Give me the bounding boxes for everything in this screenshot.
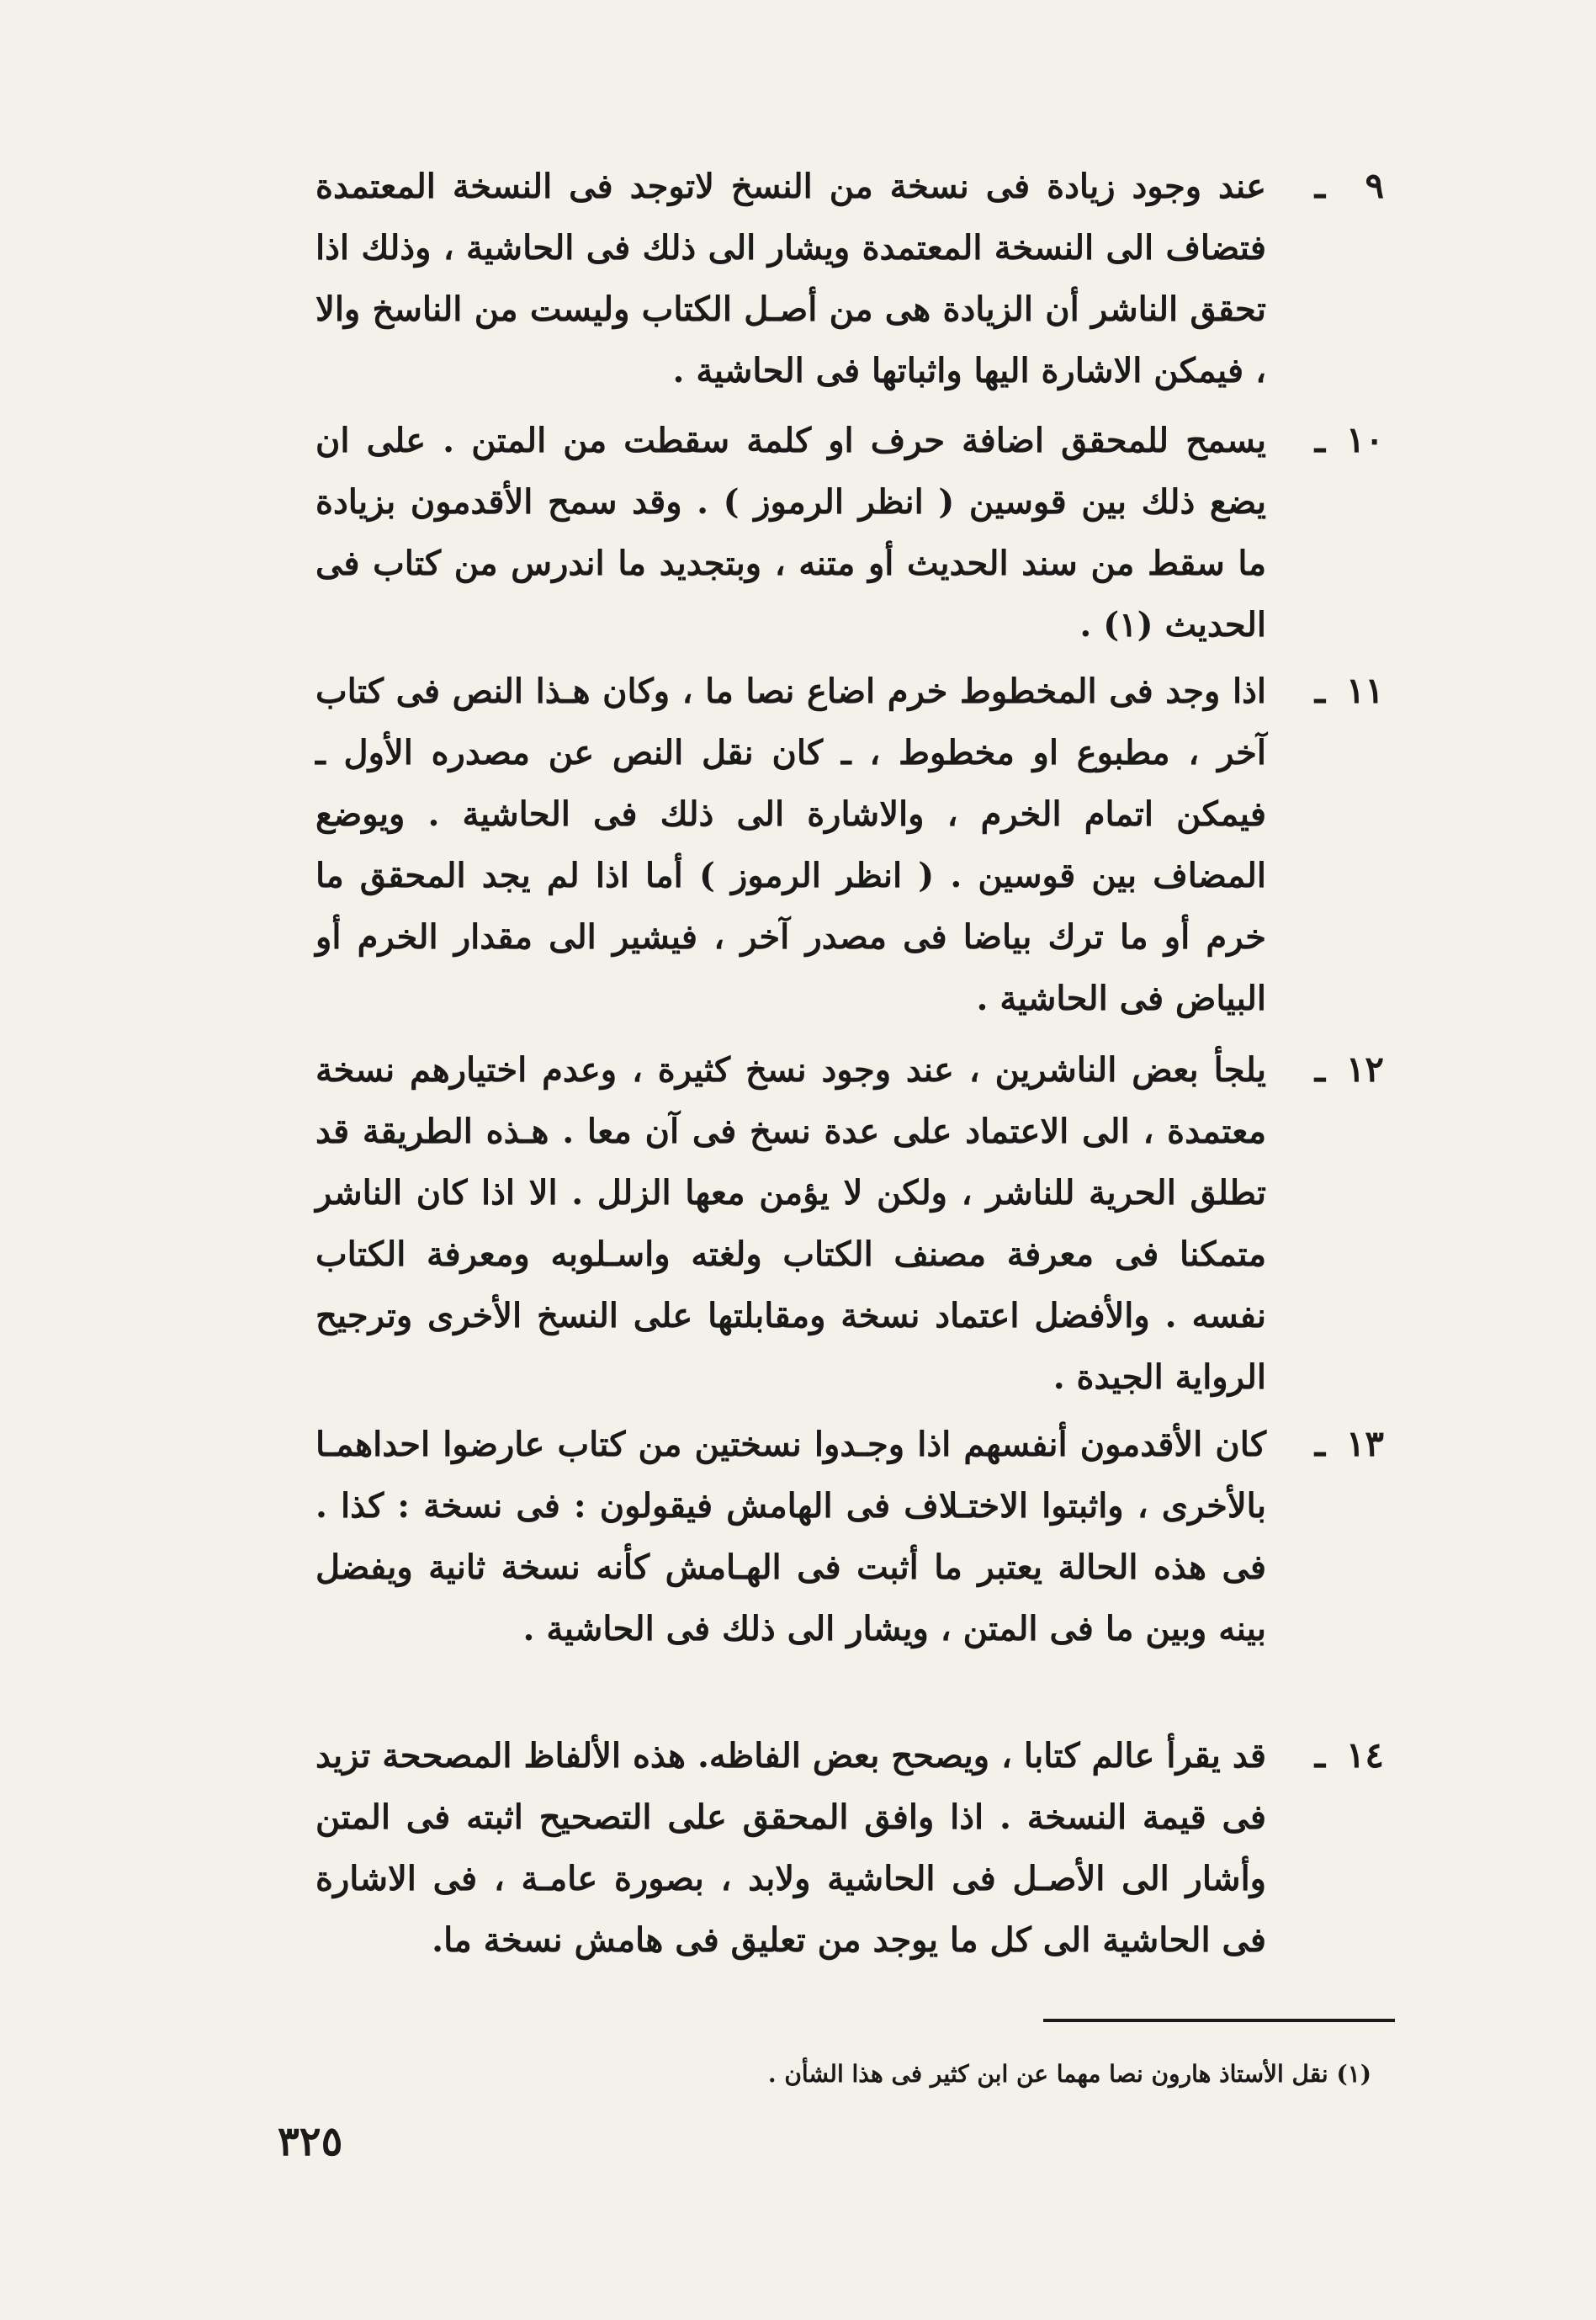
item-number: ١١	[1345, 670, 1384, 711]
item-text: يلجأ بعض الناشرين ، عند وجود نسخ كثيرة ، وعدم اختيارهم نسخة معتمدة ، الى الاعتماد على عدة نسخ فى آن معا . هـذه الطريقة قد تطلق الحرية للناشر ، ولكن لا يؤمن معها الزلل . الا اذا كان الناشر متمكنا فى معرفة مصنف الكتاب ولغته واسـلوبه ومعرفة الكتاب نفسه . والأفضل اعتماد نسخة ومقابلتها على النسخ الأخرى وترجيح الرواية الجيدة .	[315, 1050, 1267, 1397]
item-dash: ـ	[1314, 670, 1325, 711]
item-number: ١٣	[1345, 1423, 1384, 1464]
item-dash: ـ	[1314, 1734, 1325, 1776]
item-text: قد يقرأ عالم كتابا ، ويصحح بعض الفاظه. هذه الألفاظ المصححة تزيد فى قيمة النسخة . اذا وافق المحقق على التصحيح اثبته فى المتن وأشار الى الأصـل فى الحاشية ولابد ، بصورة عامـة ، فى الاشارة فى الحاشية الى كل ما يوجد من تعليق فى هامش نسخة ما.	[315, 1736, 1266, 1960]
item-number: ٩	[1365, 165, 1384, 206]
item-dash: ـ	[1314, 1423, 1325, 1464]
item-dash: ـ	[1314, 419, 1325, 460]
item-dash: ـ	[1314, 165, 1325, 206]
item-text: كان الأقدمون أنفسهم اذا وجـدوا نسختين من كتاب عارضوا احداهمـا بالأخرى ، واثبتوا الاختـلاف فى الهامش فيقولون : فى نسخة : كذا . فى هذه الحالة يعتبر ما أثبت فى الهـامش كأنه نسخة ثانية ويفضل بينه وبين ما فى المتن ، ويشار الى ذلك فى الحاشية .	[315, 1425, 1267, 1648]
item-number: ١٠	[1345, 419, 1384, 460]
item-number: ١٢	[1345, 1049, 1384, 1090]
item-text: يسمح للمحقق اضافة حرف او كلمة سقطت من المتن . على ان يضع ذلك بين قوسين ( انظر الرموز ) . وقد سمح الأقدمون بزيادة ما سقط من سند الحديث أو متنه ، وبتجديد ما اندرس من كتاب فى الحديث (١) .	[315, 421, 1266, 645]
footnote: (١) نقل الأستاذ هارون نصا مهما عن ابن كثير فى هذا الشأن .	[767, 2060, 1371, 2088]
footnote-separator	[1043, 2019, 1395, 2022]
item-dash: ـ	[1314, 1049, 1325, 1090]
item-text: اذا وجد فى المخطوط خرم اضاع نصا ما ، وكان هـذا النص فى كتاب آخر ، مطبوع او مخطوط ، ـ كان نقل النص عن مصدره الأول ـ فيمكن اتمام الخرم ، والاشارة الى ذلك فى الحاشية . ويوضع المضاف بين قوسين . ( انظر الرموز ) أما اذا لم يجد المحقق ما خرم أو ما ترك بياضا فى مصدر آخر ، فيشير الى مقدار الخرم أو البياض فى الحاشية .	[315, 672, 1266, 1018]
page-number: ٣٢٥	[278, 2118, 343, 2165]
item-text: عند وجود زيادة فى نسخة من النسخ لاتوجد فى النسخة المعتمدة فتضاف الى النسخة المعتمدة ويشار الى ذلك فى الحاشية ، وذلك اذا تحقق الناشر أن الزيادة هى من أصـل الكتاب وليست من الناسخ والا ، فيمكن الاشارة اليها واثباتها فى الحاشية .	[315, 167, 1267, 390]
item-number: ١٤	[1345, 1734, 1384, 1776]
